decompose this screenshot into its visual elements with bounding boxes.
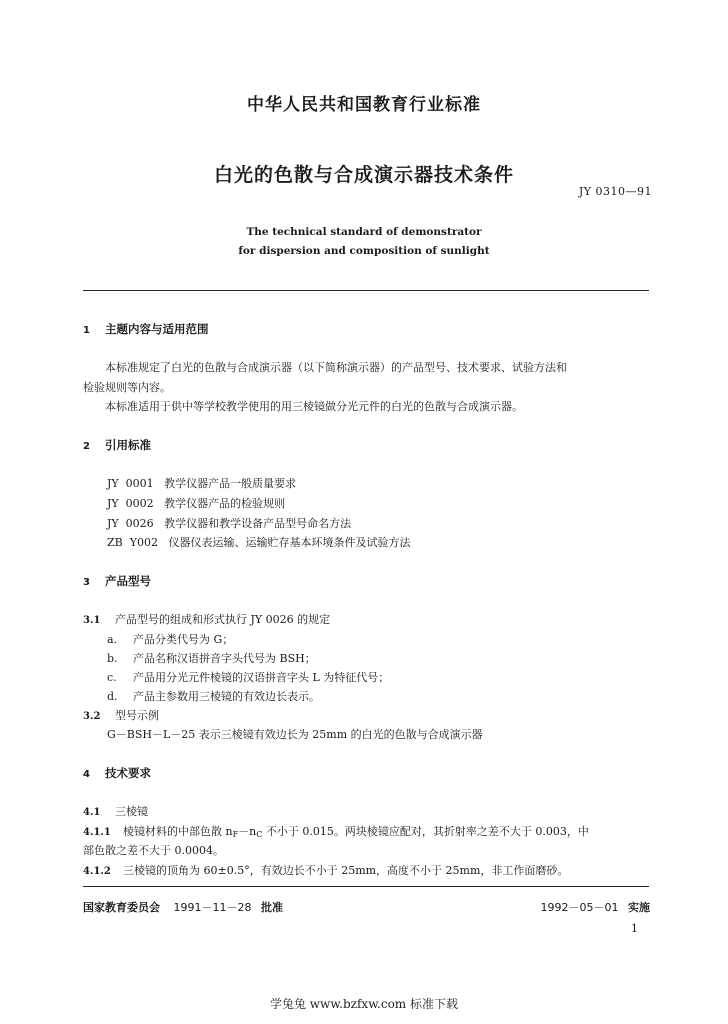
list-label: b. bbox=[107, 652, 118, 665]
clause-text: －n bbox=[238, 825, 257, 838]
list-text: 产品名称汉语拼音字头代号为 BSH； bbox=[133, 652, 316, 665]
list-item bbox=[107, 631, 233, 647]
reference-item: JY 0026 教学仪器和教学设备产品型号命名方法 bbox=[107, 517, 352, 530]
paragraph-line: 检验规则等内容。 bbox=[83, 381, 171, 394]
section-title: 主题内容与适用范围 bbox=[105, 322, 209, 336]
list-label: a. bbox=[107, 633, 118, 646]
list-text: 产品分类代号为 G； bbox=[133, 633, 234, 646]
clause-number: 4.1.2 bbox=[83, 866, 111, 877]
footer-divider bbox=[83, 886, 649, 887]
clause-4-1-1 bbox=[83, 823, 589, 839]
clause-text: 不小于 0.015。两块棱镜应配对，其折射率之差不大于 0.003，中 bbox=[262, 825, 589, 838]
section-2-heading bbox=[83, 437, 151, 453]
section-number: 2 bbox=[83, 441, 90, 452]
paragraph-line: 本标准适用于供中等学校教学使用的用三棱镜做分光元件的白光的色散与合成演示器。 bbox=[105, 400, 523, 413]
clause-text: 三棱镜的顶角为 60±0.5°，有效边长不小于 25mm，高度不小于 25mm，非工作面磨砂。 bbox=[123, 864, 569, 877]
section-1-heading bbox=[83, 321, 209, 337]
subscript: C bbox=[256, 830, 263, 839]
issuing-organization: 中华人民共和国教育行业标准 bbox=[247, 95, 481, 115]
section-title: 产品型号 bbox=[105, 574, 151, 588]
section-title: 引用标准 bbox=[105, 438, 151, 452]
clause-continuation: 部色散之差不大于 0.0004。 bbox=[83, 844, 224, 857]
section-number: 1 bbox=[83, 325, 90, 336]
paragraph-line: 本标准规定了白光的色散与合成演示器（以下简称演示器）的产品型号、技术要求、试验方法和 bbox=[105, 361, 567, 374]
effective-date: 1992－05－01 bbox=[540, 901, 619, 914]
issuer: 国家教育委员会 bbox=[83, 901, 160, 914]
implement-label: 实施 bbox=[628, 901, 650, 914]
standard-code: JY 0310—91 bbox=[578, 185, 652, 198]
list-item bbox=[107, 650, 316, 666]
section-number: 4 bbox=[83, 769, 90, 780]
section-title: 技术要求 bbox=[105, 766, 151, 780]
effective-info bbox=[541, 899, 651, 915]
header-divider bbox=[83, 290, 649, 291]
clause-4-1 bbox=[83, 803, 148, 819]
issue-date: 1991－11－28 bbox=[173, 901, 252, 914]
english-title-line1: The technical standard of demonstrator bbox=[246, 226, 482, 238]
approve-label: 批准 bbox=[261, 901, 283, 914]
english-title-line2: for dispersion and composition of sunlight bbox=[238, 245, 490, 257]
subscript: F bbox=[232, 830, 239, 839]
clause-number: 4.1.1 bbox=[83, 827, 111, 838]
clause-text: 三棱镜 bbox=[115, 805, 148, 818]
clause-text: 型号示例 bbox=[115, 709, 159, 722]
list-item bbox=[107, 669, 389, 685]
clause-number: 3.2 bbox=[83, 711, 101, 722]
clause-number: 4.1 bbox=[83, 807, 101, 818]
clause-text: 棱镜材料的中部色散 n bbox=[123, 825, 233, 838]
clause-4-1-2 bbox=[83, 862, 568, 878]
list-item bbox=[107, 688, 320, 704]
list-text: 产品用分光元件棱镜的汉语拼音字头 L 为特征代号； bbox=[133, 671, 390, 684]
document-title: 白光的色散与合成演示器技术条件 bbox=[213, 164, 514, 186]
download-watermark: 学兔兔 www.bzfxw.com 标准下载 bbox=[269, 997, 459, 1011]
reference-item: JY 0001 教学仪器产品一般质量要求 bbox=[107, 477, 297, 490]
issue-info bbox=[83, 899, 283, 915]
list-text: 产品主参数用三棱镜的有效边长表示。 bbox=[133, 690, 320, 703]
reference-item: ZB Y002 仪器仪表运输、运输贮存基本环境条件及试验方法 bbox=[107, 536, 411, 549]
reference-item: JY 0002 教学仪器产品的检验规则 bbox=[107, 497, 286, 510]
section-3-heading bbox=[83, 573, 151, 589]
clause-number: 3.1 bbox=[83, 615, 101, 626]
list-label: d. bbox=[107, 690, 118, 703]
clause-text: 产品型号的组成和形式执行 JY 0026 的规定 bbox=[115, 613, 331, 626]
model-example: G－BSH－L－25 表示三棱镜有效边长为 25mm 的白光的色散与合成演示器 bbox=[107, 728, 483, 741]
clause-3-2 bbox=[83, 707, 159, 723]
section-4-heading bbox=[83, 765, 151, 781]
clause-3-1 bbox=[83, 611, 330, 627]
section-number: 3 bbox=[83, 577, 90, 588]
list-label: c. bbox=[107, 671, 117, 684]
page-number: 1 bbox=[631, 922, 638, 935]
